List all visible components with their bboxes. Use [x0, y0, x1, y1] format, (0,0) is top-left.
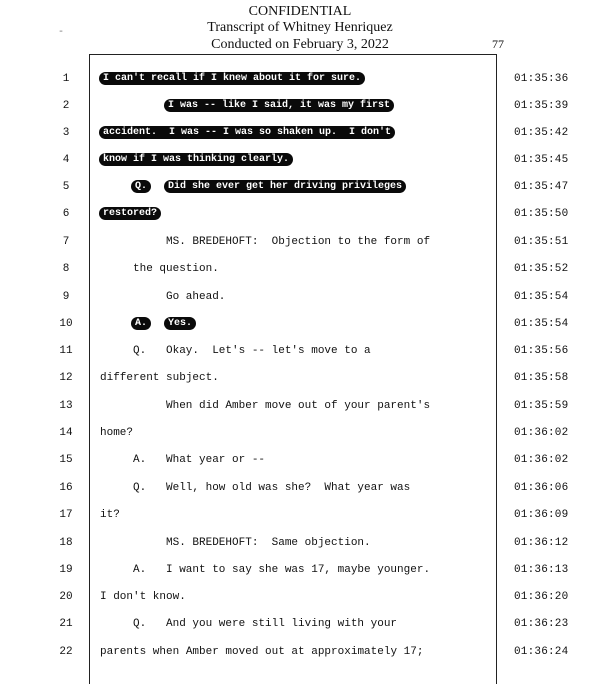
line-text: different subject.: [100, 372, 219, 384]
timestamp: 01:36:02: [514, 454, 569, 466]
line-text: home?: [100, 427, 134, 439]
line-text: parents when Amber moved out at approximately 17;: [100, 646, 424, 658]
timestamp: 01:35:42: [514, 127, 569, 139]
line-number: 11: [59, 345, 73, 357]
timestamp: 01:35:58: [514, 372, 569, 384]
line-number: 4: [62, 154, 70, 166]
highlight: accident. I was -- I was so shaken up. I don't: [99, 126, 395, 139]
line-text-highlighted: [99, 153, 293, 165]
line-number: 1: [62, 73, 70, 85]
line-number: 13: [59, 400, 73, 412]
line-text-highlighted: [131, 317, 151, 329]
line-number: 17: [59, 509, 73, 521]
line-text-highlighted: [164, 99, 394, 111]
line-text: I don't know.: [100, 591, 186, 603]
timestamp: 01:36:09: [514, 509, 569, 521]
page-number: 77: [492, 37, 504, 51]
line-text: When did Amber move out of your parent's: [166, 400, 431, 412]
timestamp: 01:35:51: [514, 236, 569, 248]
speaker-label: A.: [131, 317, 151, 330]
line-number: 21: [59, 618, 73, 630]
line-number: 22: [59, 646, 73, 658]
timestamp: 01:36:06: [514, 482, 569, 494]
timestamp: 01:36:12: [514, 537, 569, 549]
line-number: 19: [59, 564, 73, 576]
speaker-label: Q.: [133, 482, 147, 494]
highlight: know if I was thinking clearly.: [99, 153, 293, 166]
transcript-title: Transcript of Whitney Henriquez: [207, 20, 393, 35]
timestamp: 01:35:54: [514, 318, 569, 330]
line-number: 20: [59, 591, 73, 603]
speaker-label: A.: [133, 564, 147, 576]
timestamp: 01:36:02: [514, 427, 569, 439]
line-text-highlighted: [131, 180, 151, 192]
line-number: 16: [59, 482, 73, 494]
timestamp: 01:35:56: [514, 345, 569, 357]
margin-mark: -: [58, 27, 65, 38]
transcript-date: Conducted on February 3, 2022: [211, 37, 389, 52]
speaker-label: A.: [133, 454, 147, 466]
line-number: 12: [59, 372, 73, 384]
timestamp: 01:35:45: [514, 154, 569, 166]
highlight: Yes.: [164, 317, 196, 330]
line-number: 10: [59, 318, 73, 330]
line-number: 6: [62, 208, 70, 220]
highlight: restored?: [99, 207, 161, 220]
line-text: Go ahead.: [166, 291, 226, 303]
timestamp: 01:35:47: [514, 181, 569, 193]
timestamp: 01:36:13: [514, 564, 569, 576]
speaker-label: Q.: [133, 618, 147, 630]
line-text-highlighted: [164, 180, 406, 192]
line-number: 8: [62, 263, 70, 275]
confidential-label: CONFIDENTIAL: [248, 4, 352, 19]
highlight: I can't recall if I knew about it for sure.: [99, 72, 365, 85]
line-text: Well, how old was she? What year was: [166, 482, 411, 494]
line-number: 3: [62, 127, 70, 139]
speaker-label: Q.: [131, 180, 151, 193]
line-text: it?: [100, 509, 120, 521]
timestamp: 01:35:36: [514, 73, 569, 85]
timestamp: 01:36:24: [514, 646, 569, 658]
line-number: 7: [62, 236, 70, 248]
line-number: 5: [62, 181, 70, 193]
line-text-highlighted: [164, 317, 196, 329]
line-number: 2: [62, 100, 70, 112]
line-number: 18: [59, 537, 73, 549]
timestamp: 01:35:59: [514, 400, 569, 412]
line-number: 15: [59, 454, 73, 466]
line-text: MS. BREDEHOFT: Objection to the form of: [166, 236, 431, 248]
line-text: the question.: [133, 263, 219, 275]
line-text-highlighted: [99, 207, 161, 219]
highlight: Did she ever get her driving privileges: [164, 180, 406, 193]
line-text-highlighted: [99, 126, 395, 138]
timestamp: 01:35:39: [514, 100, 569, 112]
line-text: And you were still living with your: [166, 618, 398, 630]
line-text: Okay. Let's -- let's move to a: [166, 345, 371, 357]
speaker-label: Q.: [133, 345, 147, 357]
timestamp: 01:35:54: [514, 291, 569, 303]
timestamp: 01:35:52: [514, 263, 569, 275]
highlight: I was -- like I said, it was my first: [164, 99, 394, 112]
timestamp: 01:35:50: [514, 208, 569, 220]
timestamp: 01:36:20: [514, 591, 569, 603]
line-number: 9: [62, 291, 70, 303]
line-text: I want to say she was 17, maybe younger.: [166, 564, 431, 576]
line-text: MS. BREDEHOFT: Same objection.: [166, 537, 371, 549]
line-text: What year or --: [166, 454, 266, 466]
transcript-frame: [89, 54, 497, 684]
line-number: 14: [59, 427, 73, 439]
timestamp: 01:36:23: [514, 618, 569, 630]
line-text-highlighted: [99, 72, 365, 84]
